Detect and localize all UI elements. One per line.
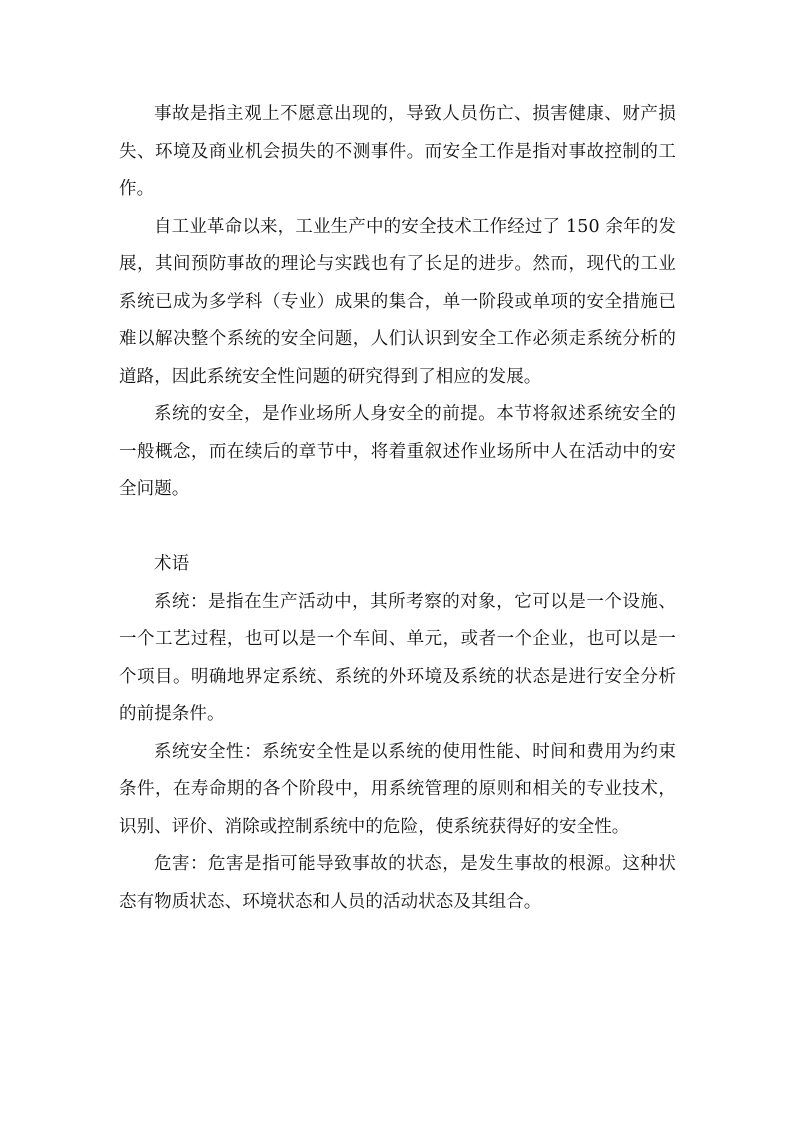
intro-paragraph-industrial-history: 自工业革命以来，工业生产中的安全技术工作经过了 150 余年的发展，其间预防事故的理论与实践也有了长足的进步。然而，现代的工业系统已成为多学科（专业）成果的集合，单一阶段或单项的安全措施已难以解决整个系统的安全问题，人们认识到安全工作必须走系统分析的道路，因此系统安全性问题的研究得到了相应的发展。 bbox=[119, 216, 676, 387]
intro-paragraph-accident-definition: 事故是指主观上不愿意出现的，导致人员伤亡、损害健康、财产损失、环境及商业机会损失的不测事件。而安全工作是指对事故控制的工作。 bbox=[119, 104, 676, 199]
intro-paragraph-system-safety: 系统的安全，是作业场所人身安全的前提。本节将叙述系统安全的一般概念，而在续后的章节中，将着重叙述作业场所中人在活动中的安全问题。 bbox=[119, 404, 676, 499]
term-paragraph-system-safety: 系统安全性：系统安全性是以系统的使用性能、时间和费用为约束条件，在寿命期的各个阶段中，用系统管理的原则和相关的专业技术，识别、评价、消除或控制系统中的危险，使系统获得好的安全性。 bbox=[119, 741, 676, 837]
document-body bbox=[119, 96, 676, 921]
term-paragraph-system: 系统：是指在生产活动中，其所考察的对象，它可以是一个设施、一个工艺过程，也可以是一个车间、单元，或者一个企业，也可以是一个项目。明确地界定系统、系统的外环境及系统的状态是进行安全分析的前提条件。 bbox=[119, 591, 676, 724]
term-paragraph-hazard: 危害：危害是指可能导致事故的状态，是发生事故的根源。这种状态有物质状态、环境状态和人员的活动状态及其组合。 bbox=[119, 854, 676, 912]
section-title-terms: 术语 bbox=[154, 554, 190, 574]
section-spacer bbox=[119, 509, 676, 547]
